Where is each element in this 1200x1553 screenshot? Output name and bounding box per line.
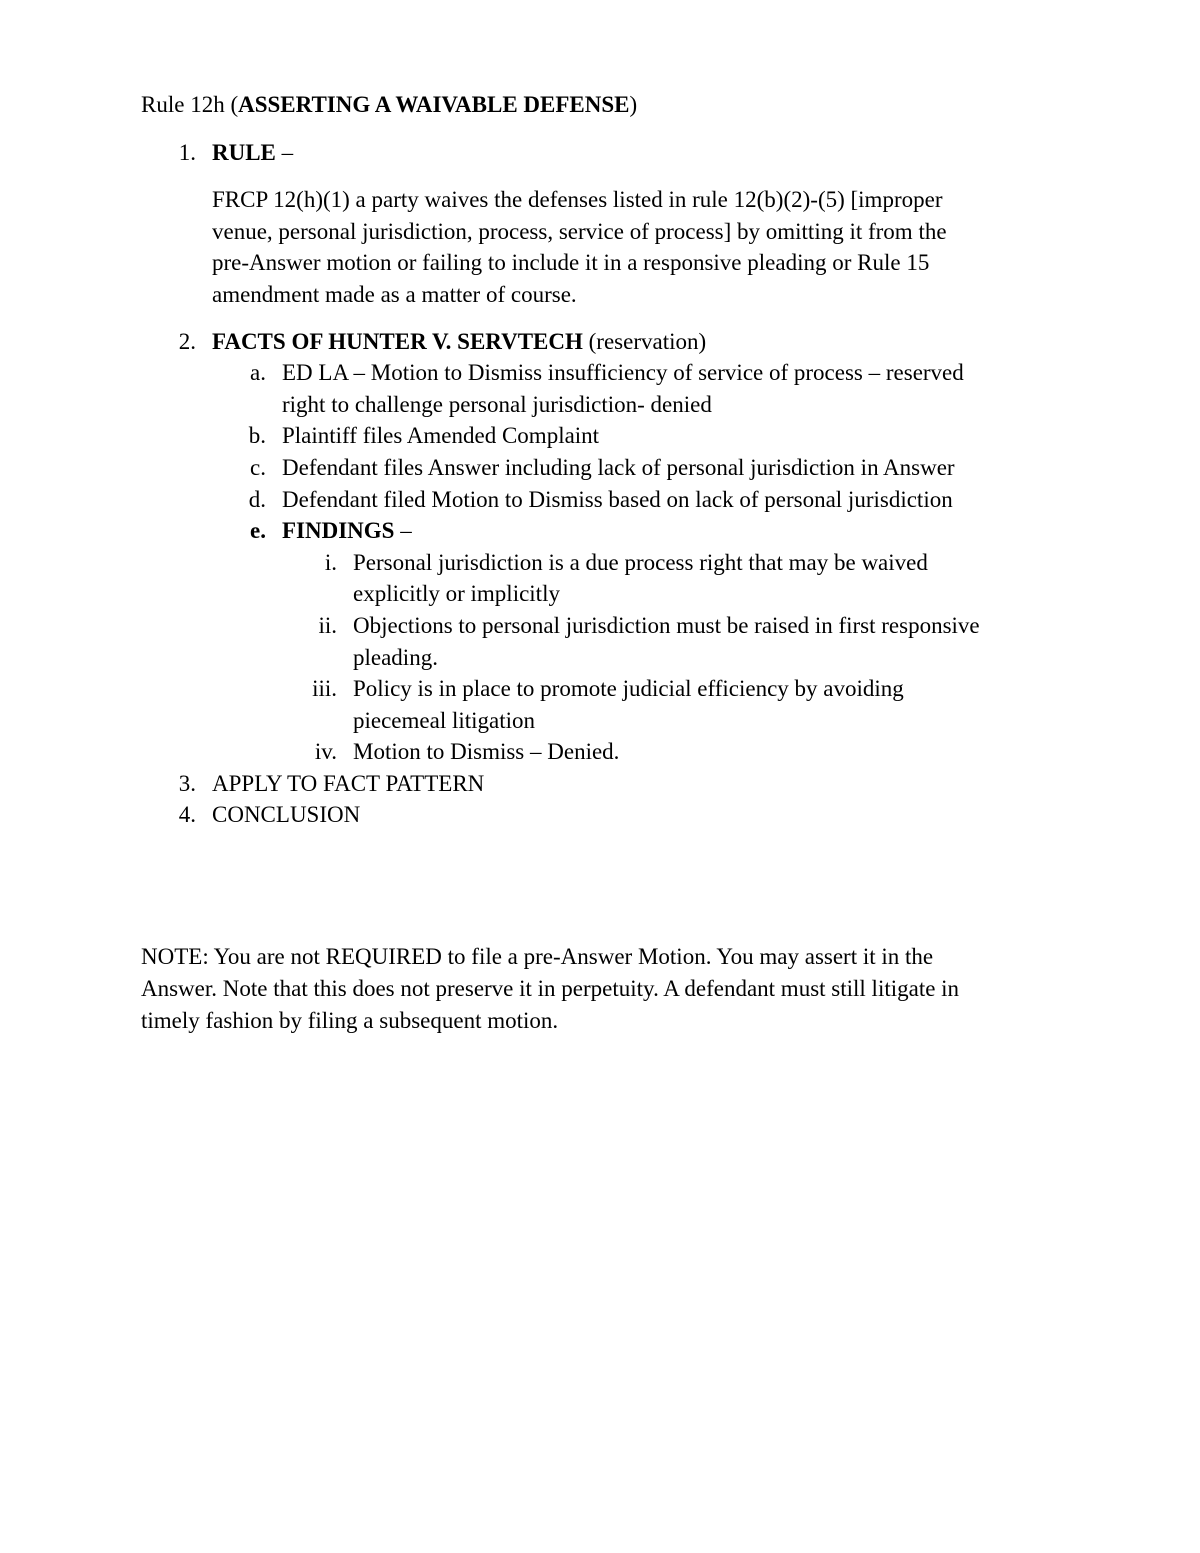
finding-line: piecemeal litigation — [353, 708, 536, 733]
section-1-heading-bold: RULE — [212, 140, 276, 165]
subitem-line: right to challenge personal jurisdiction- denied — [282, 392, 712, 417]
subitem-line: ED LA – Motion to Dismiss insufficiency of service of process – reserved — [282, 360, 964, 385]
findings-heading-rest: – — [394, 518, 412, 543]
section-1-heading — [212, 137, 293, 169]
section-2-heading-bold: FACTS OF HUNTER V. SERVTECH — [212, 329, 583, 354]
note-line: NOTE: You are not REQUIRED to file a pre-Answer Motion. You may assert it in the — [141, 944, 934, 969]
section-2-number: 2. — [178, 329, 196, 354]
subitem-letter: d. — [248, 487, 266, 512]
rule-paragraph-line: amendment made as a matter of course. — [212, 282, 577, 307]
section-4-number: 4. — [178, 802, 196, 827]
section-2-heading — [212, 326, 706, 358]
rule-paragraph-line: FRCP 12(h)(1) a party waives the defenses listed in rule 12(b)(2)-(5) [improper — [212, 187, 943, 212]
subitem-line: Defendant filed Motion to Dismiss based on lack of personal jurisdiction — [282, 487, 953, 512]
title-bold: ASSERTING A WAIVABLE DEFENSE — [238, 92, 630, 117]
finding-line: Policy is in place to promote judicial efficiency by avoiding — [353, 676, 904, 701]
section-1-number: 1. — [178, 140, 196, 165]
findings-heading — [282, 515, 412, 547]
subitem-letter: b. — [248, 423, 266, 448]
finding-line: Motion to Dismiss – Denied. — [353, 739, 620, 764]
section-1-heading-rest: – — [275, 140, 294, 165]
title-prefix: Rule 12h ( — [141, 92, 239, 117]
rule-paragraph-line: pre-Answer motion or failing to include it in a responsive pleading or Rule 15 — [212, 250, 930, 275]
rule-paragraph-line: venue, personal jurisdiction, process, service of process] by omitting it from the — [212, 219, 947, 244]
subitem-line: Defendant files Answer including lack of personal jurisdiction in Answer — [282, 455, 955, 480]
findings-heading-bold: FINDINGS — [282, 518, 395, 543]
subitem-letter: c. — [250, 455, 266, 480]
title-close: ) — [629, 92, 638, 117]
finding-line: Personal jurisdiction is a due process right that may be waived — [353, 550, 928, 575]
finding-numeral: ii. — [318, 613, 337, 638]
subitem-letter: a. — [250, 360, 266, 385]
finding-line: explicitly or implicitly — [353, 581, 560, 606]
finding-line: pleading. — [353, 645, 438, 670]
section-2-heading-rest: (reservation) — [582, 329, 707, 354]
document-title — [141, 89, 637, 121]
finding-numeral: i. — [324, 550, 337, 575]
finding-numeral: iv. — [314, 739, 337, 764]
subitem-letter: e. — [250, 518, 266, 543]
subitem-line: Plaintiff files Amended Complaint — [282, 423, 600, 448]
section-3-text: APPLY TO FACT PATTERN — [212, 771, 485, 796]
finding-line: Objections to personal jurisdiction must be raised in first responsive — [353, 613, 980, 638]
note-line: Answer. Note that this does not preserve it in perpetuity. A defendant must still litigate in — [141, 976, 960, 1001]
finding-numeral: iii. — [312, 676, 337, 701]
note-line: timely fashion by filing a subsequent motion. — [141, 1008, 559, 1033]
section-4-text: CONCLUSION — [212, 802, 361, 827]
section-3-number: 3. — [178, 771, 196, 796]
